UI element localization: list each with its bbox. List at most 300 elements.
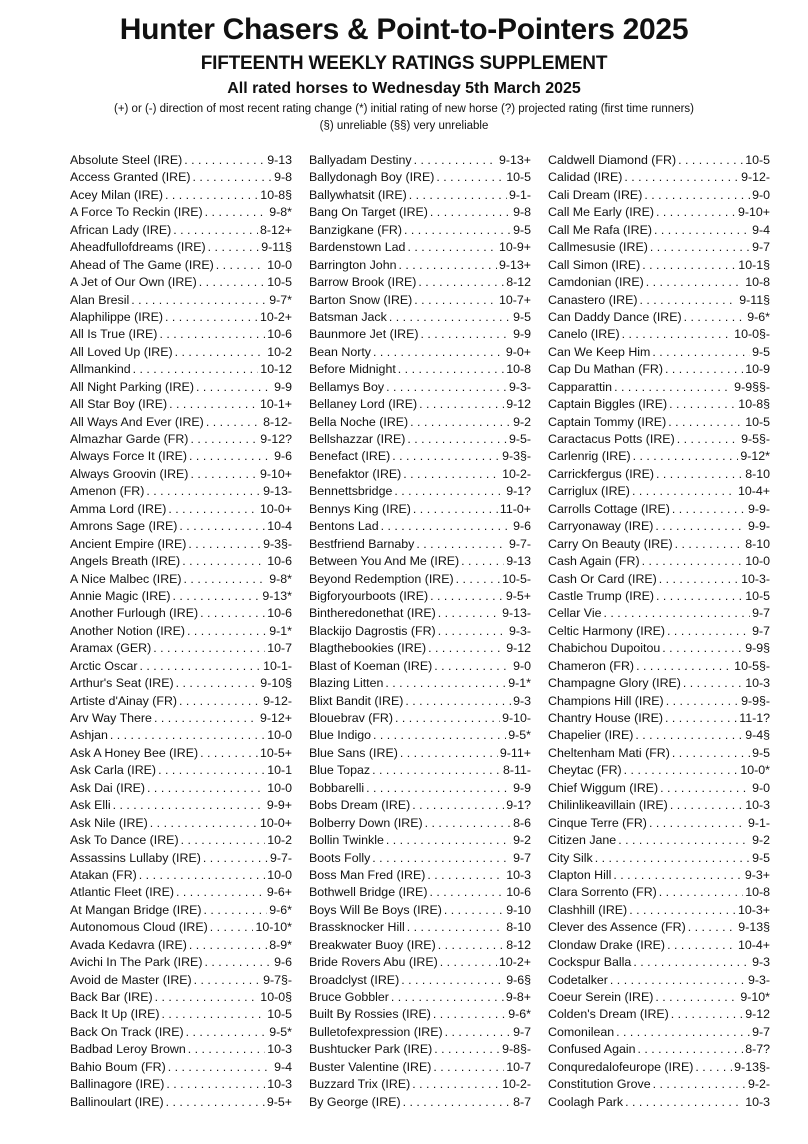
horse-entry <box>548 675 770 692</box>
dot-leader <box>203 850 268 867</box>
dot-leader <box>413 501 498 518</box>
dot-leader <box>173 588 261 605</box>
horse-entry <box>548 414 770 431</box>
horse-entry <box>70 309 292 326</box>
horse-entry <box>70 501 292 518</box>
dot-leader <box>672 745 750 762</box>
horse-rating: 9-6* <box>747 309 770 324</box>
horse-entry <box>309 536 531 553</box>
dot-leader <box>461 553 504 570</box>
horse-name: Carrolls Cottage (IRE) <box>548 501 670 516</box>
horse-entry <box>70 379 292 396</box>
dot-leader <box>412 797 504 814</box>
horse-entry <box>70 1024 292 1041</box>
horse-rating: 9-7- <box>508 536 531 551</box>
horse-name: A Nice Malbec (IRE) <box>70 571 182 586</box>
horse-entry <box>548 902 770 919</box>
horse-rating: 10-3 <box>745 798 770 813</box>
horse-entry <box>309 274 531 291</box>
horse-entry <box>309 1059 531 1076</box>
horse-rating: 9-7§- <box>263 972 292 987</box>
horse-rating: 9-10§ <box>260 676 292 691</box>
dot-leader <box>633 448 739 465</box>
horse-name: Can Daddy Dance (IRE) <box>548 309 682 324</box>
horse-rating: 11-0+ <box>499 501 531 516</box>
horse-rating: 8-7? <box>745 1042 770 1057</box>
horse-entry <box>548 954 770 971</box>
horse-name: Chief Wiggum (IRE) <box>548 780 659 795</box>
horse-entry <box>548 571 770 588</box>
dot-leader <box>184 571 268 588</box>
horse-name: Brassknocker Hill <box>309 920 405 935</box>
dot-leader <box>407 919 504 936</box>
horse-entry <box>70 710 292 727</box>
horse-name: Bennettsbridge <box>309 484 393 499</box>
horse-entry <box>309 152 531 169</box>
horse-name: Blue Topaz <box>309 763 371 778</box>
horse-rating: 9-7 <box>513 850 531 865</box>
horse-entry <box>309 693 531 710</box>
dot-leader <box>669 396 736 413</box>
horse-entry <box>548 727 770 744</box>
dot-leader <box>204 902 268 919</box>
horse-entry <box>548 797 770 814</box>
horse-name: Benefaktor (IRE) <box>309 466 402 481</box>
horse-entry <box>70 1059 292 1076</box>
horse-entry <box>309 431 531 448</box>
horse-entry <box>548 710 770 727</box>
horse-entry <box>70 274 292 291</box>
horse-entry <box>548 1059 770 1076</box>
horse-entry <box>70 780 292 797</box>
dot-leader <box>162 1006 266 1023</box>
dot-leader <box>650 239 750 256</box>
horse-entry <box>309 989 531 1006</box>
dot-leader <box>433 1059 504 1076</box>
horse-rating: 9-10- <box>502 711 531 725</box>
horse-entry <box>548 518 770 535</box>
horse-rating: 10-3- <box>741 571 770 586</box>
dot-leader <box>194 972 261 989</box>
dot-leader <box>176 675 259 692</box>
horse-rating: 9-8 <box>274 170 292 185</box>
horse-entry <box>548 292 770 309</box>
dot-leader <box>419 396 504 413</box>
horse-name: Can We Keep Him <box>548 344 651 359</box>
dot-leader <box>404 222 511 239</box>
horse-name: Chameron (FR) <box>548 658 635 673</box>
horse-name: Clapton Hill <box>548 867 612 882</box>
horse-rating: 10-8 <box>745 885 770 900</box>
horse-name: Celtic Harmony (IRE) <box>548 623 666 638</box>
dot-leader <box>139 658 261 675</box>
horse-rating: 10-3 <box>267 1042 292 1057</box>
horse-rating: 9-13* <box>262 588 292 603</box>
horse-entry <box>309 1024 531 1041</box>
dot-leader <box>428 640 504 657</box>
dot-leader <box>652 344 750 361</box>
horse-entry <box>309 745 531 762</box>
horse-rating: 10-8 <box>506 362 531 377</box>
legend-line-1: (+) or (-) direction of most recent rating change (*) initial rating of new horse (?) projected rating (first time runners) <box>113 103 695 115</box>
horse-entry <box>548 937 770 954</box>
horse-name: Avichi In The Park (IRE) <box>70 955 203 970</box>
dot-leader <box>438 937 504 954</box>
dot-leader <box>622 326 733 343</box>
horse-name: Carlenrig (IRE) <box>548 449 631 464</box>
horse-rating: 10-0 <box>745 554 770 569</box>
horse-name: Chilinlikeavillain (IRE) <box>548 798 668 813</box>
dot-leader <box>444 902 504 919</box>
horse-entry <box>548 623 770 640</box>
dot-leader <box>434 658 511 675</box>
dot-leader <box>176 884 265 901</box>
horse-entry <box>309 675 531 692</box>
dot-leader <box>660 780 750 797</box>
horse-rating: 8-9* <box>269 937 292 952</box>
horse-rating: 9-9+ <box>266 798 292 813</box>
horse-name: Cap Du Mathan (FR) <box>548 362 663 377</box>
horse-name: Cheltenham Mati (FR) <box>548 745 670 760</box>
dot-leader <box>659 571 739 588</box>
horse-entry <box>309 257 531 274</box>
dot-leader <box>646 274 743 291</box>
horse-name: Between You And Me (IRE) <box>309 554 460 569</box>
horse-entry <box>309 222 531 239</box>
horse-name: Assassins Lullaby (IRE) <box>70 850 201 865</box>
horse-rating: 8-7 <box>513 1094 531 1109</box>
horse-name: Ballyadam Destiny <box>309 153 412 167</box>
horse-rating: 9-7 <box>752 623 770 638</box>
horse-entry <box>548 536 770 553</box>
horse-rating: 9-12- <box>263 693 292 708</box>
dot-leader <box>445 1024 511 1041</box>
horse-rating: 8-6 <box>513 815 531 830</box>
dot-leader <box>655 989 738 1006</box>
dot-leader <box>398 257 496 274</box>
dot-leader <box>409 187 507 204</box>
horse-entry <box>70 518 292 535</box>
horse-name: Bolberry Down (IRE) <box>309 815 423 830</box>
horse-entry <box>70 553 292 570</box>
horse-entry <box>548 344 770 361</box>
horse-rating: 10-0 <box>267 257 292 272</box>
horse-name: Bennys King (IRE) <box>309 501 411 516</box>
horse-entry <box>70 571 292 588</box>
horse-rating: 10-6 <box>506 885 531 900</box>
horse-rating: 9-5+ <box>266 1094 292 1109</box>
horse-rating: 10-7 <box>267 641 292 656</box>
horse-entry <box>70 536 292 553</box>
horse-rating: 9-9 <box>274 379 292 394</box>
dot-leader <box>389 309 511 326</box>
horse-rating: 10-2+ <box>259 309 292 324</box>
dot-leader <box>199 274 265 291</box>
horse-entry <box>309 379 531 396</box>
horse-rating: 9-0 <box>752 187 770 202</box>
horse-name: Blast of Koeman (IRE) <box>309 658 433 673</box>
horse-entry <box>548 1006 770 1023</box>
horse-entry <box>548 222 770 239</box>
dot-leader <box>430 204 511 221</box>
horse-rating: 9-3- <box>508 623 531 638</box>
horse-entry <box>309 762 531 779</box>
dot-leader <box>640 292 738 309</box>
horse-name: Bentons Lad <box>309 519 379 534</box>
horse-entry <box>548 815 770 832</box>
horse-entry <box>70 414 292 431</box>
dot-leader <box>187 623 267 640</box>
dot-leader <box>391 989 504 1006</box>
horse-entry <box>548 204 770 221</box>
horse-entry <box>548 762 770 779</box>
horse-entry <box>309 1094 531 1111</box>
horse-entry <box>70 727 292 744</box>
horse-rating: 10-2 <box>267 833 292 848</box>
horse-name: Codetalker <box>548 972 608 987</box>
horse-entry <box>548 396 770 413</box>
horse-name: Captain Biggles (IRE) <box>548 397 668 412</box>
horse-rating: 10-0§- <box>734 327 770 342</box>
dot-leader <box>678 152 743 169</box>
horse-entry <box>309 466 531 483</box>
horse-name: Clondaw Drake (IRE) <box>548 937 666 952</box>
dot-leader <box>155 989 259 1006</box>
horse-entry <box>70 640 292 657</box>
horse-name: Clara Sorrento (FR) <box>548 885 657 900</box>
horse-name: Artiste d'Ainay (FR) <box>70 693 178 708</box>
horse-rating: 9-10 <box>506 902 531 917</box>
horse-rating: 9-10* <box>740 990 770 1004</box>
dot-leader <box>644 187 750 204</box>
horse-entry <box>309 658 531 675</box>
horse-name: Alaphilippe (IRE) <box>70 309 163 324</box>
horse-name: Ask A Honey Bee (IRE) <box>70 745 199 760</box>
dot-leader <box>655 518 746 535</box>
horse-name: Bahio Boum (FR) <box>70 1059 166 1074</box>
horse-name: Confused Again <box>548 1042 636 1057</box>
dot-leader <box>165 187 258 204</box>
horse-entry <box>309 396 531 413</box>
horse-name: Barton Snow (IRE) <box>309 292 413 307</box>
horse-name: Annie Magic (IRE) <box>70 588 171 603</box>
dot-leader <box>206 414 261 431</box>
dot-leader <box>196 379 272 396</box>
horse-entry <box>548 257 770 274</box>
horse-name: Buzzard Trix (IRE) <box>309 1077 411 1092</box>
horse-rating: 9-4 <box>274 1059 292 1074</box>
horse-name: Clashhill (IRE) <box>548 902 628 917</box>
horse-rating: 10-2- <box>502 466 531 481</box>
dot-leader <box>401 972 504 989</box>
horse-entry <box>548 658 770 675</box>
horse-entry <box>70 815 292 832</box>
dot-leader <box>200 745 258 762</box>
horse-entry <box>548 919 770 936</box>
dot-leader <box>695 1059 732 1076</box>
dot-leader <box>656 204 736 221</box>
dot-leader <box>188 1041 265 1058</box>
horse-rating: 9-6* <box>269 902 292 917</box>
horse-rating: 9-9 <box>513 780 531 795</box>
dot-leader <box>635 727 743 744</box>
horse-rating: 10-4+ <box>737 937 770 952</box>
horse-rating: 10-0+ <box>259 501 292 516</box>
horse-entry <box>548 989 770 1006</box>
horse-entry <box>548 605 770 622</box>
horse-entry <box>548 867 770 884</box>
horse-name: Canelo (IRE) <box>548 327 620 342</box>
horse-rating: 10-0+ <box>259 815 292 830</box>
horse-rating: 10-0* <box>740 763 770 778</box>
horse-rating: 10-1§ <box>738 257 770 272</box>
horse-rating: 9-11§ <box>739 292 770 307</box>
horse-entry <box>548 239 770 256</box>
dot-leader <box>385 675 506 692</box>
dot-leader <box>604 605 751 622</box>
horse-name: Carrickfergus (IRE) <box>548 466 655 481</box>
dot-leader <box>433 1006 506 1023</box>
horse-entry <box>548 1094 770 1111</box>
dot-leader <box>414 292 497 309</box>
horse-name: Buster Valentine (IRE) <box>309 1059 432 1074</box>
horse-name: Call Me Rafa (IRE) <box>548 222 652 237</box>
horse-entry <box>70 1094 292 1111</box>
horse-name: Barrow Brook (IRE) <box>309 275 417 290</box>
horse-rating: 10-8§ <box>260 187 292 202</box>
horse-name: Almazhar Garde (FR) <box>70 432 189 446</box>
horse-rating: 9-5 <box>513 222 531 237</box>
horse-rating: 10-9+ <box>498 240 531 255</box>
horse-name: Ballydonagh Boy (IRE) <box>309 170 435 185</box>
dot-leader <box>188 536 261 553</box>
horse-entry <box>309 448 531 465</box>
page-title: Hunter Chasers & Point-to-Pointers 2025 <box>119 13 689 46</box>
horse-rating: 9-5§- <box>741 432 770 446</box>
horse-rating: 10-5 <box>745 588 770 603</box>
ratings-column-2 <box>309 152 531 1111</box>
horse-entry <box>309 867 531 884</box>
horse-name: Built By Rossies (IRE) <box>309 1007 431 1022</box>
horse-entry <box>548 588 770 605</box>
horse-entry <box>309 1076 531 1093</box>
horse-rating: 10-5 <box>267 275 292 290</box>
horse-rating: 9-5 <box>752 850 770 865</box>
horse-rating: 9-1? <box>506 484 531 499</box>
horse-rating: 10-3 <box>745 1094 770 1109</box>
dot-leader <box>624 762 739 779</box>
horse-name: Atakan (FR) <box>70 867 137 882</box>
horse-name: Bellamys Boy <box>309 379 385 394</box>
dot-leader <box>677 431 739 448</box>
horse-name: Before Midnight <box>309 362 396 377</box>
horse-rating: 10-4+ <box>737 484 770 499</box>
horse-rating: 9-5 <box>752 344 770 359</box>
horse-name: Absolute Steel (IRE) <box>70 153 183 167</box>
horse-name: Chantry House (IRE) <box>548 711 663 725</box>
horse-rating: 9-9- <box>747 501 770 516</box>
horse-name: Always Force It (IRE) <box>70 449 188 464</box>
horse-entry <box>309 414 531 431</box>
dot-leader <box>381 518 511 535</box>
dot-leader <box>667 623 750 640</box>
horse-name: Coolagh Park <box>548 1094 624 1109</box>
horse-rating: 9-7- <box>269 850 292 865</box>
horse-name: Coeur Serein (IRE) <box>548 990 654 1004</box>
horse-entry <box>309 309 531 326</box>
horse-rating: 9-5- <box>508 432 531 446</box>
horse-entry <box>548 553 770 570</box>
horse-rating: 8-12- <box>263 414 292 429</box>
horse-rating: 9-13- <box>502 606 531 621</box>
horse-rating: 9-8* <box>269 205 292 220</box>
dot-leader <box>407 239 497 256</box>
dot-leader <box>636 658 732 675</box>
dot-leader <box>147 780 265 797</box>
horse-name: All Night Parking (IRE) <box>70 379 194 394</box>
dot-leader <box>193 169 273 186</box>
dot-leader <box>642 553 744 570</box>
horse-name: Amrons Sage (IRE) <box>70 519 178 534</box>
dot-leader <box>624 169 739 186</box>
horse-name: Blagthebookies (IRE) <box>309 641 427 656</box>
horse-rating: 8-12 <box>506 275 531 290</box>
horse-rating: 9-4 <box>752 222 770 237</box>
horse-name: Allmankind <box>70 362 131 377</box>
dot-leader <box>610 972 746 989</box>
horse-entry <box>70 693 292 710</box>
horse-rating: 9-2 <box>513 414 531 429</box>
horse-rating: 9-6 <box>274 449 292 464</box>
dot-leader <box>675 536 744 553</box>
horse-rating: 9-5 <box>752 745 770 760</box>
horse-name: Bride Rovers Abu (IRE) <box>309 955 438 970</box>
horse-rating: 9-7 <box>752 1024 770 1039</box>
horse-entry <box>309 187 531 204</box>
horse-rating: 9-12 <box>506 641 531 656</box>
horse-rating: 9-13- <box>263 484 292 499</box>
horse-rating: 8-10 <box>745 536 770 551</box>
horse-rating: 10-12 <box>260 362 292 377</box>
dot-leader <box>649 815 746 832</box>
horse-rating: 10-2 <box>267 344 292 359</box>
legend-line-2: (§) unreliable (§§) very unreliable <box>319 120 489 132</box>
horse-rating: 9-12? <box>260 432 292 446</box>
horse-rating: 10-2- <box>502 1077 531 1092</box>
horse-name: Conquredalofeurope (IRE) <box>548 1059 694 1074</box>
horse-rating: 10-5 <box>745 153 770 167</box>
horse-rating: 9-3+ <box>744 867 770 882</box>
horse-rating: 9-13§ <box>738 920 770 935</box>
horse-entry <box>309 884 531 901</box>
horse-entry <box>309 832 531 849</box>
horse-entry <box>548 501 770 518</box>
dot-leader <box>186 1024 268 1041</box>
horse-name: Back It Up (IRE) <box>70 1007 160 1022</box>
horse-name: By George (IRE) <box>309 1094 401 1109</box>
horse-rating: 10-5 <box>745 414 770 429</box>
horse-name: All Loved Up (IRE) <box>70 344 173 359</box>
dot-leader <box>146 483 261 500</box>
dot-leader <box>438 623 507 640</box>
horse-rating: 9-2 <box>513 833 531 848</box>
horse-name: Ballinoulart (IRE) <box>70 1094 164 1109</box>
horse-name: All Is True (IRE) <box>70 327 158 342</box>
horse-entry <box>309 623 531 640</box>
ratings-column-3 <box>548 152 770 1111</box>
dot-leader <box>659 884 743 901</box>
horse-entry <box>548 780 770 797</box>
